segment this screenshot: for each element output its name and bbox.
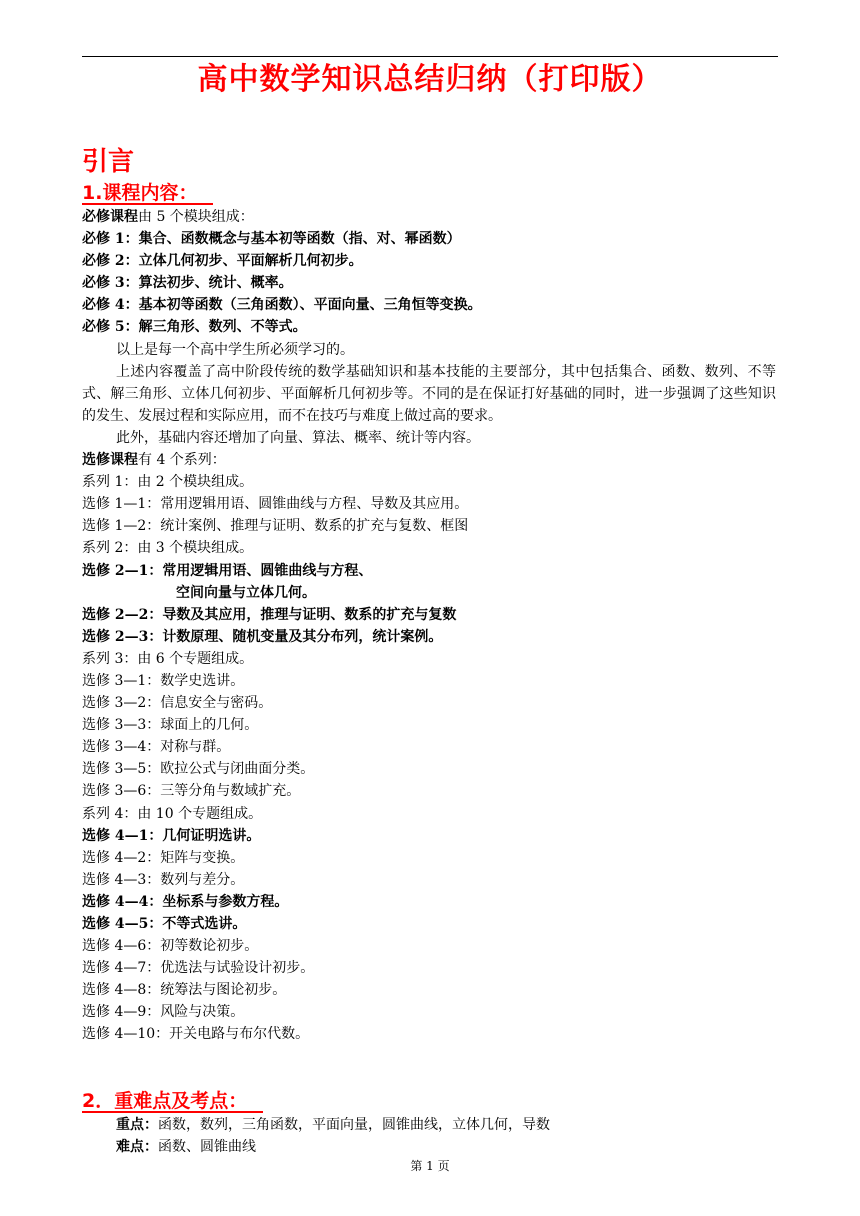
series-intro: 系列 4：由 10 个专题组成。 <box>82 805 263 822</box>
elective-lead <box>82 449 782 471</box>
elective-lead-label: 选修课程 <box>82 452 138 469</box>
series-intro: 系列 3：由 6 个专题组成。 <box>82 650 254 667</box>
required-module: 必修 2：立体几何初步、平面解析几何初步。 <box>82 253 363 270</box>
required-lead <box>82 206 782 228</box>
paragraph: 此外，基础内容还增加了向量、算法、概率、统计等内容。 <box>116 429 480 446</box>
elective-item: 选修 4—2：矩阵与变换。 <box>82 849 245 866</box>
elective-item: 选修 3—3：球面上的几何。 <box>82 717 259 734</box>
elective-item: 选修 3—5：欧拉公式与闭曲面分类。 <box>82 761 315 778</box>
elective-item: 选修 3—4：对称与群。 <box>82 739 231 756</box>
key-points-label: 重点： <box>116 1117 158 1133</box>
section-2-heading: 2．重难点及考点： <box>82 1088 263 1114</box>
elective-item: 选修 2—1：常用逻辑用语、圆锥曲线与方程、 <box>82 562 373 579</box>
elective-item: 选修 2—3：计数原理、随机变量及其分布列，统计案例。 <box>82 628 443 645</box>
elective-item: 选修 4—10：开关电路与布尔代数。 <box>82 1026 310 1043</box>
required-lead-text: 由 5 个模块组成： <box>138 209 254 225</box>
elective-item: 选修 4—6：初等数论初步。 <box>82 938 259 955</box>
elective-item: 选修 4—7：优选法与试验设计初步。 <box>82 960 315 977</box>
elective-item: 选修 3—6：三等分角与数域扩充。 <box>82 783 301 800</box>
difficult-points-line <box>82 1136 782 1158</box>
elective-item: 选修 4—9：风险与决策。 <box>82 1004 245 1021</box>
header-rule <box>82 56 778 57</box>
elective-item-continuation: 空间向量与立体几何。 <box>176 584 316 601</box>
intro-heading: 引言 <box>82 147 135 177</box>
elective-lead-text: 有 4 个系列： <box>138 452 226 469</box>
series-intro: 系列 1：由 2 个模块组成。 <box>82 474 254 491</box>
elective-item: 选修 1—1：常用逻辑用语、圆锥曲线与方程、导数及其应用。 <box>82 496 469 513</box>
document-title: 高中数学知识总结归纳（打印版） <box>197 62 663 97</box>
difficult-points-label: 难点： <box>116 1139 158 1156</box>
page-number: 第 1 页 <box>410 1159 450 1173</box>
required-module: 必修 1：集合、函数概念与基本初等函数（指、对、幂函数） <box>82 231 461 248</box>
elective-item: 选修 4—5：不等式选讲。 <box>82 916 247 932</box>
document-body <box>82 206 782 1046</box>
paragraph: 上述内容覆盖了高中阶段传统的数学基础知识和基本技能的主要部分，其中包括集合、函数、数列、不等式、解三角形、立体几何初步、平面解析几何初步等。不同的是在保证打好基础的同时，进一步强调了这些知识的发生、发展过程和实际应用，而不在技巧与难度上做过高的要求。 <box>82 363 776 424</box>
required-module: 必修 3：算法初步、统计、概率。 <box>82 275 293 292</box>
required-module: 必修 5：解三角形、数列、不等式。 <box>82 319 307 336</box>
elective-item: 选修 4—4：坐标系与参数方程。 <box>82 893 289 910</box>
elective-item: 选修 3—1：数学史选讲。 <box>82 672 245 689</box>
elective-item: 选修 3—2：信息安全与密码。 <box>82 695 273 712</box>
key-points-block <box>82 1114 782 1158</box>
key-points-line <box>82 1114 782 1136</box>
section-1-heading: 1.课程内容： <box>82 180 213 206</box>
paragraph: 以上是每一个高中学生所必须学习的。 <box>116 341 354 358</box>
series-intro: 系列 2：由 3 个模块组成。 <box>82 540 254 557</box>
elective-item: 选修 1—2：统计案例、推理与证明、数系的扩充与复数、框图 <box>82 518 469 535</box>
elective-item: 选修 4—3：数列与差分。 <box>82 871 245 888</box>
key-points-text: 函数，数列，三角函数，平面向量，圆锥曲线，立体几何，导数 <box>158 1117 550 1133</box>
elective-item: 选修 2—2：导数及其应用，推理与证明、数系的扩充与复数 <box>82 606 457 623</box>
elective-item: 选修 4—1：几何证明选讲。 <box>82 827 261 844</box>
elective-item: 选修 4—8：统筹法与图论初步。 <box>82 982 287 999</box>
required-lead-label: 必修课程 <box>82 209 138 225</box>
difficult-points-text: 函数、圆锥曲线 <box>158 1139 256 1156</box>
required-module: 必修 4：基本初等函数（三角函数）、平面向量、三角恒等变换。 <box>82 297 482 314</box>
